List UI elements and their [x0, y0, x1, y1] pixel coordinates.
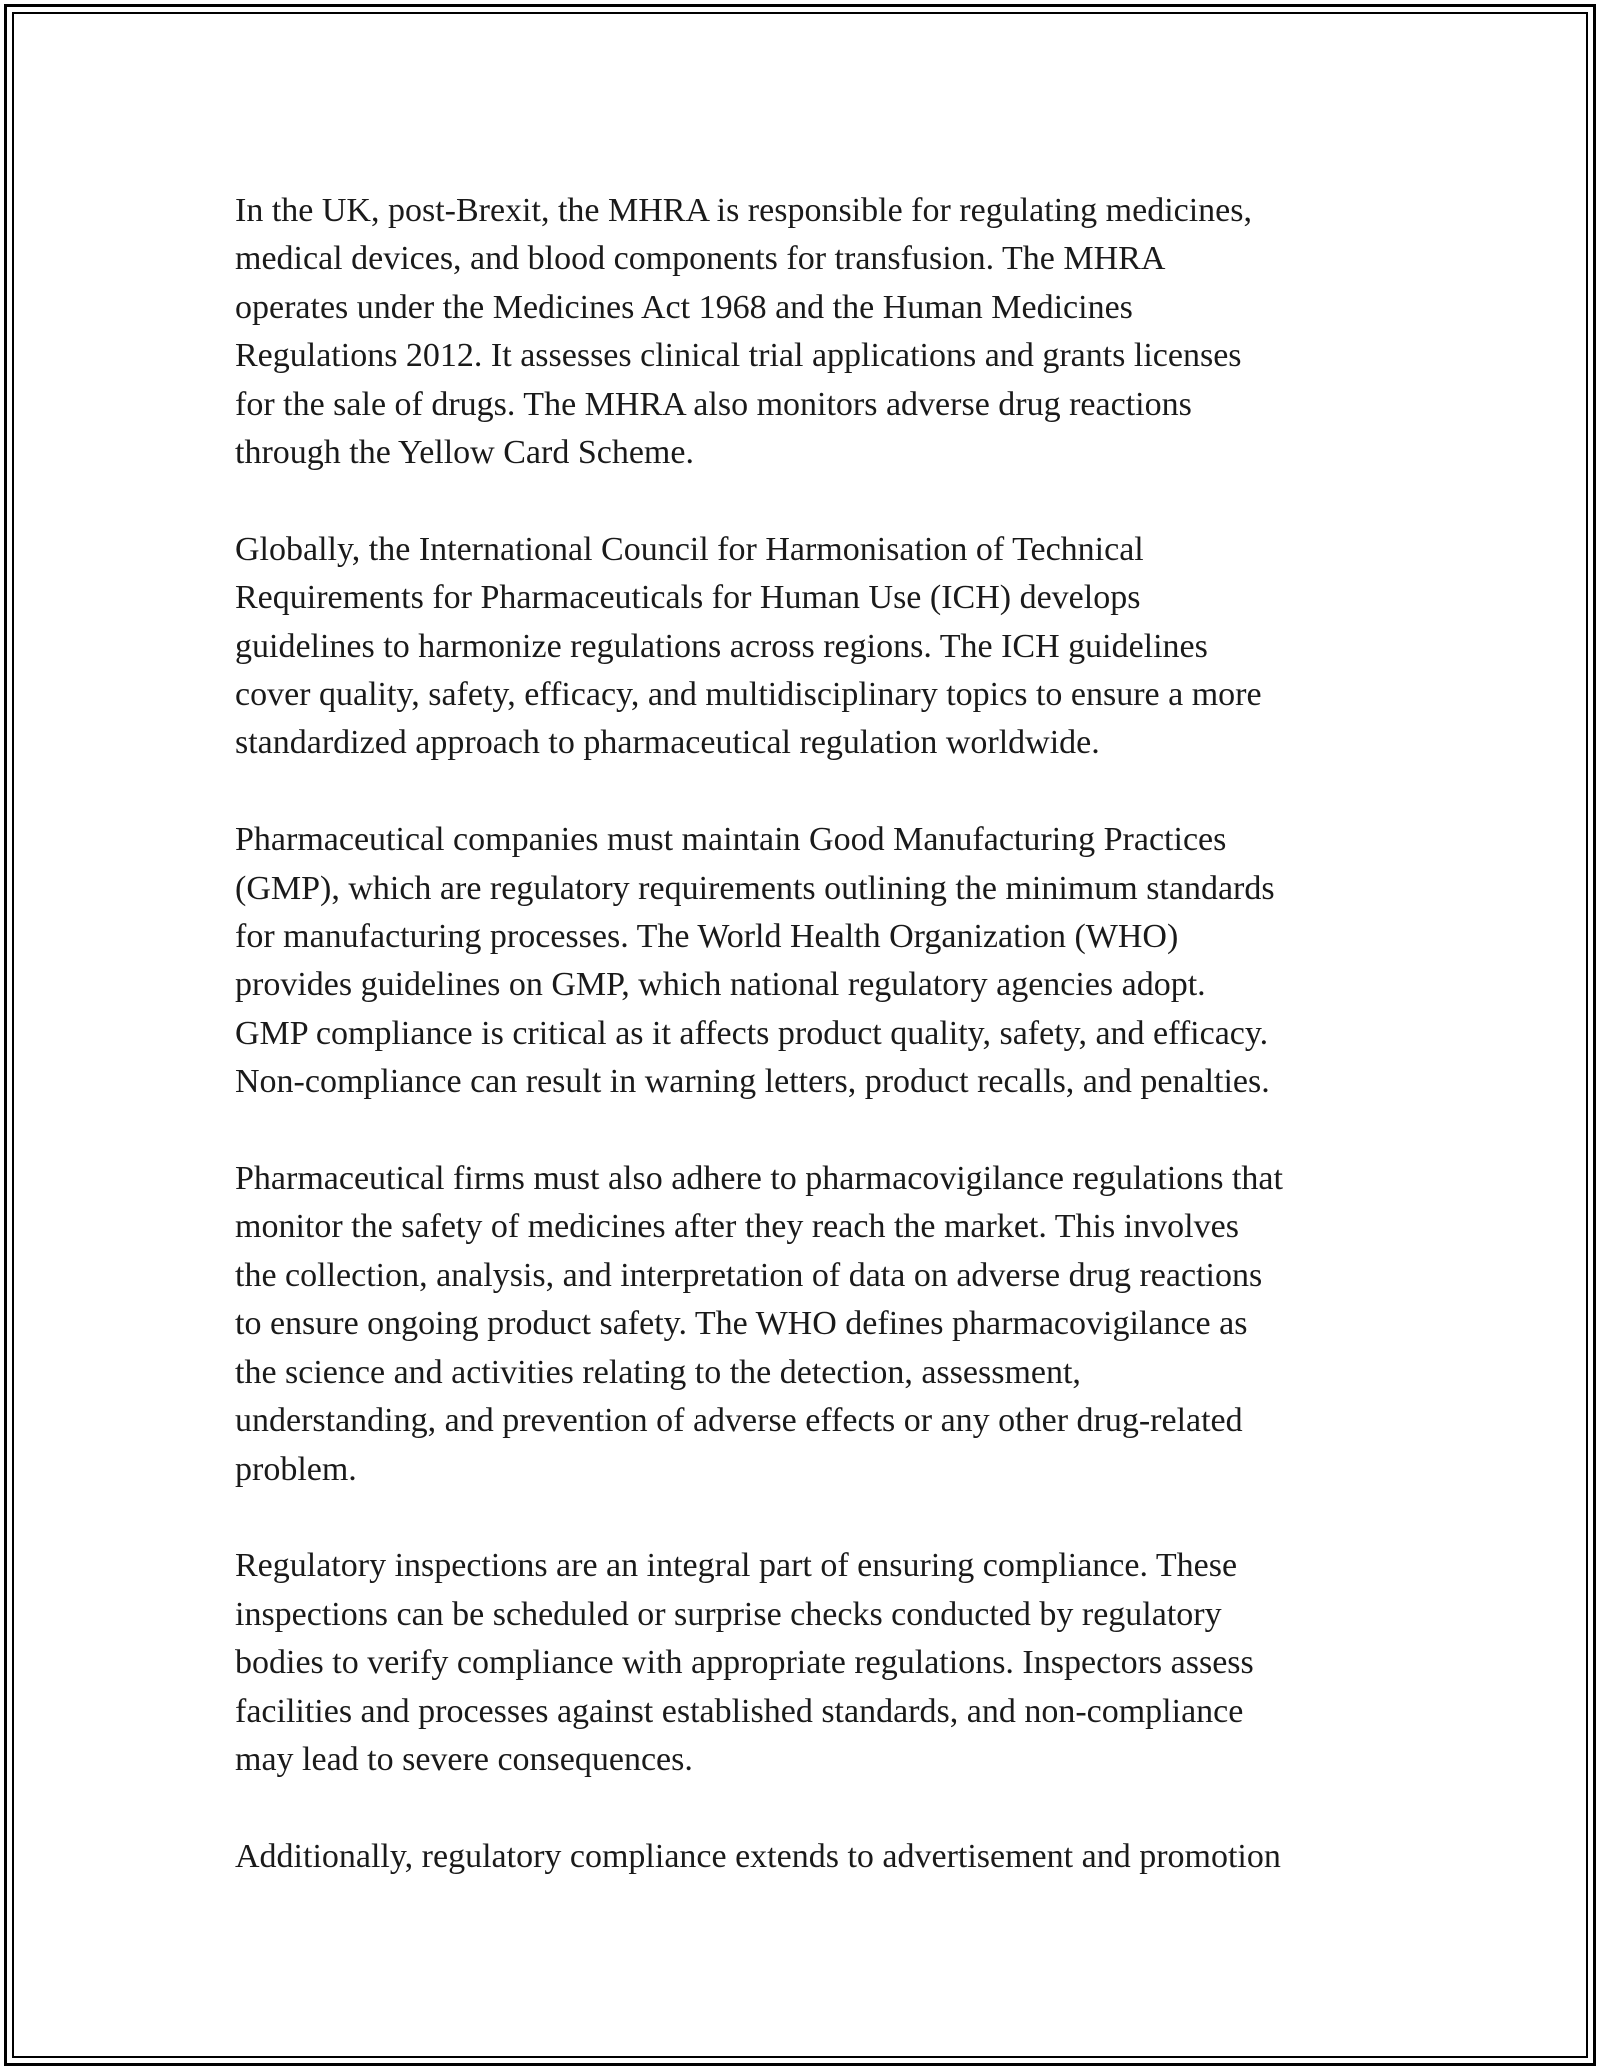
document-body — [235, 187, 1390, 1930]
paragraph-pharmacovigilance: Pharmaceutical firms must also adhere to pharmacovigilance regulations that monitor the safety of medicines after they reach the market. This involves the collection, analysis, and interpretation of data on adverse drug reactions to ensure ongoing product safety. The WHO defines pharmacovigilance as the science and activities relating to the detection, assessment, understanding, and prevention of adverse effects or any other drug-related problem. — [235, 1160, 1283, 1488]
paragraph-gmp: Pharmaceutical companies must maintain Good Manufacturing Practices (GMP), which are regulatory requirements outlining the minimum standards for manufacturing processes. The World Health Organization (WHO) provides guidelines on GMP, which national regulatory agencies adopt. GMP compliance is critical as it affects product quality, safety, and efficacy. Non-compliance can result in warning letters, product recalls, and penalties. — [235, 821, 1275, 1101]
paragraph-ich: Globally, the International Council for Harmonisation of Technical Requirements for Pharmaceuticals for Human Use (ICH) develops guidelines to harmonize regulations across regions. The ICH guidelines cover quality, safety, efficacy, and multidisciplinary topics to ensure a more standardized approach to pharmaceutical regulation worldwide. — [235, 530, 1262, 762]
paragraph-advertisement: Additionally, regulatory compliance extends to advertisement and promotion — [235, 1837, 1281, 1875]
paragraph-inspections: Regulatory inspections are an integral part of ensuring compliance. These inspections can be scheduled or surprise checks conducted by regulatory bodies to verify compliance with appropriate regulations. Inspectors assess facilities and processes against established standards, and non-compliance may lead to severe consequences. — [235, 1547, 1254, 1778]
paragraph-mhra: In the UK, post-Brexit, the MHRA is responsible for regulating medicines, medical devices, and blood components for transfusion. The MHRA operates under the Medicines Act 1968 and the Human Medicines Regulations 2012. It assesses clinical trial applications and grants licenses for the sale of drugs. The MHRA also monitors adverse drug reactions through the Yellow Card Scheme. — [235, 192, 1252, 472]
